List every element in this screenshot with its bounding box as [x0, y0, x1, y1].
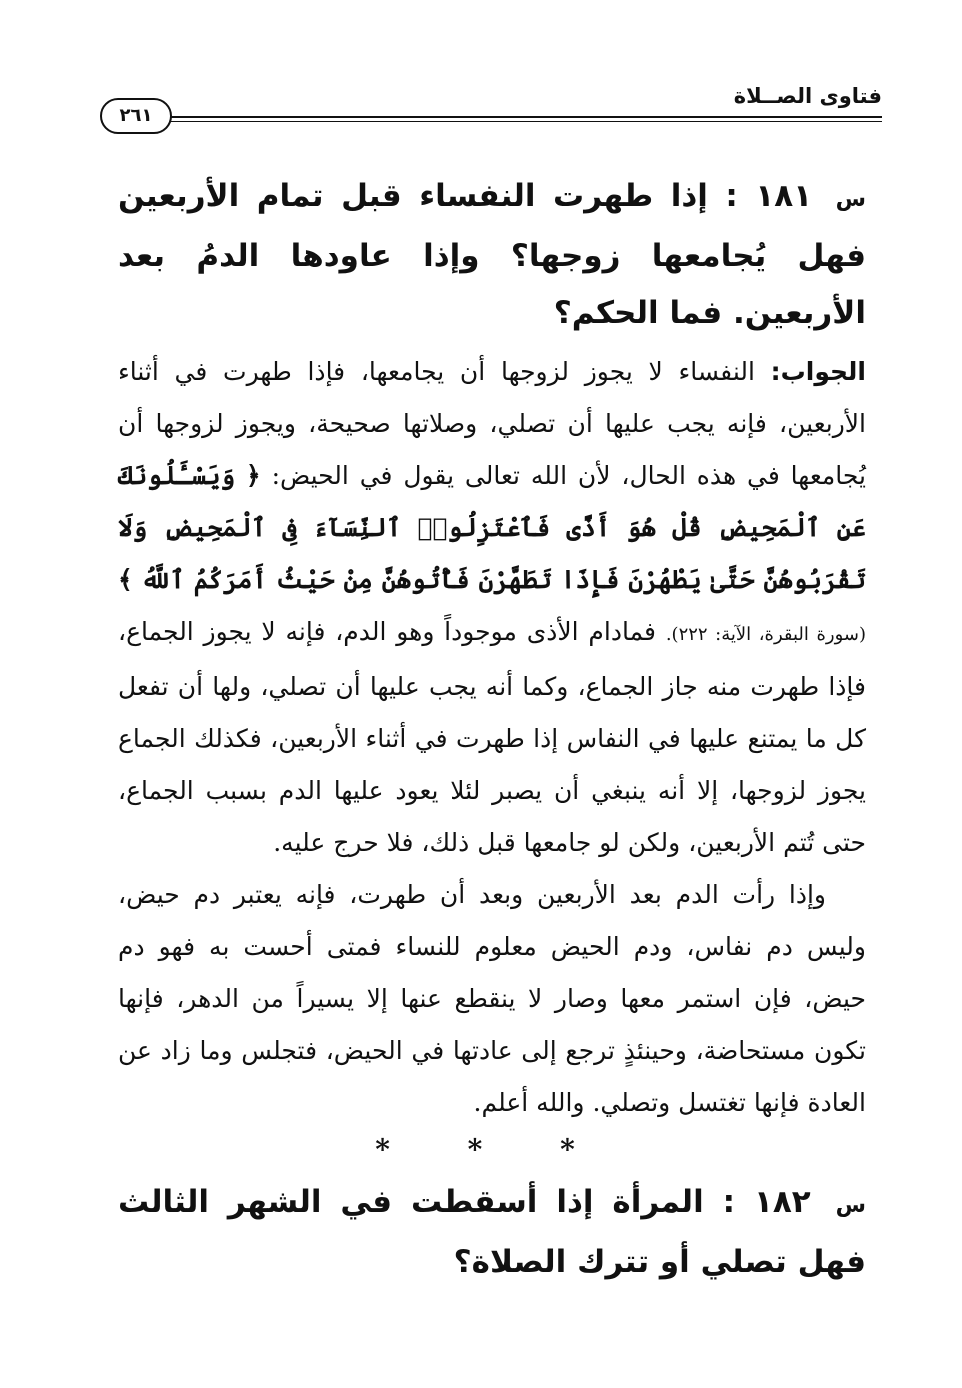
question-marker: س: [835, 187, 867, 212]
quran-close-bracket: ﴾: [118, 565, 133, 594]
running-title: فتاوى الصــلاة: [733, 84, 882, 108]
header-rule-thick: [164, 116, 882, 118]
header-rule-thin: [164, 121, 882, 122]
verse-citation: (سورة البقرة، الآية: ٢٢٢).: [665, 624, 866, 645]
question-182: [118, 1174, 866, 1291]
answer-text-intro: النفساء لا يجوز لزوجها أن يجامعها، فإذا طهرت في أثناء الأربعين، فإنه يجب عليها أن تصلي، وصلاتها صحيحة، ويجوز لزوجها أن يُجامعها في هذه الحال، لأن الله تعالى يقول في الحيض:: [118, 357, 866, 490]
question-colon: :: [725, 178, 738, 214]
question-181: [118, 168, 866, 342]
quran-verse: وَيَسْـَٔلُونَكَ عَنِ ٱلْمَحِيضِ قُلْ هُوَ أَذًى فَٱعْتَزِلُوا۟ ٱلنِّسَآءَ فِى ٱلْمَحِيضِ وَلَا تَقْرَبُوهُنَّ حَتَّىٰ يَطْهُرْنَ فَإِذَا تَطَهَّرْنَ فَأْتُوهُنَّ مِنْ حَيْثُ أَمَرَكُمُ ٱللَّهُ: [118, 461, 866, 594]
question-colon: :: [722, 1184, 736, 1220]
section-separator: * * *: [375, 1133, 609, 1166]
question-text: إذا طهرت النفساء قبل تمام الأربعين فهل يُجامعها زوجها؟ وإذا عاودها الدمُ بعد الأربعين. فما الحكم؟: [118, 178, 866, 331]
question-number: ١٨١: [755, 178, 813, 214]
page-number: ٢٦١: [100, 98, 172, 134]
answer-label: الجواب:: [770, 357, 866, 386]
question-marker: س: [835, 1193, 866, 1218]
answer-text-continued: فمادام الأذى موجوداً وهو الدم، فإنه لا يجوز الجماع، فإذا طهرت منه جاز الجماع، وكما أنه يجب عليها أن تصلي، ولها أن تفعل كل ما يمتنع عليها في النفاس إذا طهرت في أثناء الأربعين، فكذلك الجماع يجوز لزوجها، إلا أنه ينبغي أن يصبر لئلا يعود عليها الدم بسبب الجماع، حتى تُتم الأربعين، ولكن لو جامعها قبل ذلك، فلا حرج عليه.: [118, 617, 866, 857]
page-body: [118, 168, 866, 1291]
question-text: المرأة إذا أسقطت في الشهر الثالث فهل تصلي أو تترك الصلاة؟: [118, 1184, 866, 1280]
page-header: [100, 78, 882, 128]
answer-paragraph-2: وإذا رأت الدم بعد الأربعين وبعد أن طهرت، فإنه يعتبر دم حيض، وليس دم نفاس، ودم الحيض معلوم للنساء فمتى أحست به فهو دم حيض، فإن استمر معها وصار لا ينقطع عنها إلا يسيراً من الدهر، فإنها تكون مستحاضة، وحينئذٍ ترجع إلى عادتها في الحيض، فتجلس وما زاد عن العادة فإنها تغتسل وتصلي. والله أعلم.: [118, 880, 866, 1117]
question-number: ١٨٢: [753, 1184, 811, 1220]
answer-paragraph: [118, 346, 866, 869]
quran-open-bracket: ﴿: [246, 461, 261, 490]
